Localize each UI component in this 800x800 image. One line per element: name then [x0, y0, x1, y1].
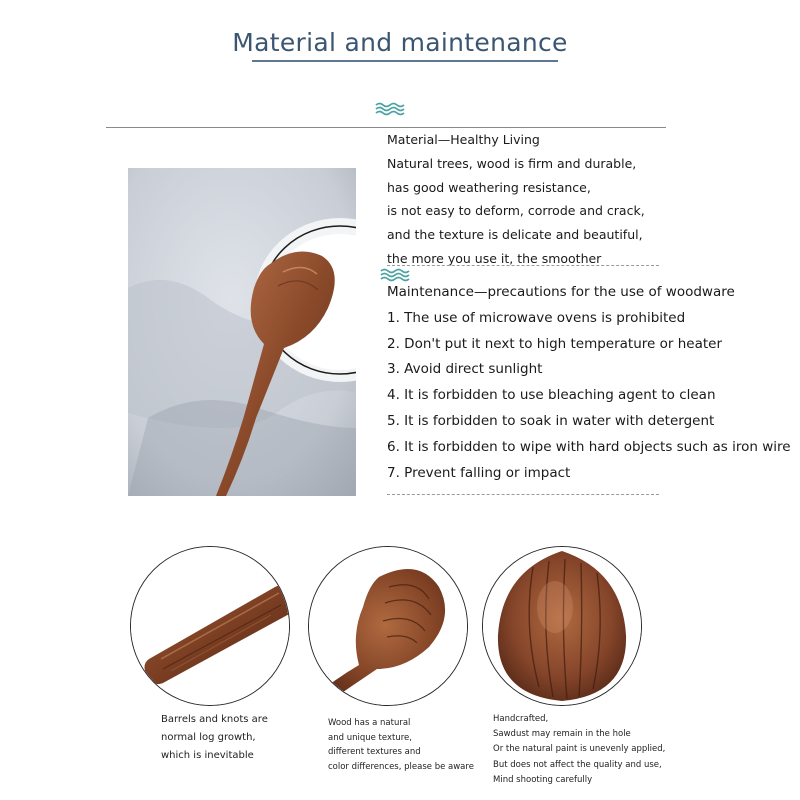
material-line: the more you use it, the smoother: [387, 250, 602, 266]
caption-line: color differences, please be aware: [328, 761, 474, 772]
maintenance-item: 1. The use of microwave ovens is prohibited: [387, 309, 686, 326]
material-line: Natural trees, wood is firm and durable,: [387, 155, 637, 171]
caption-line: Handcrafted,: [493, 714, 549, 724]
detail-texture-image: [308, 546, 468, 706]
maintenance-item: 6. It is forbidden to wipe with hard objects such as iron wire: [387, 438, 791, 455]
detail-caption-1: [161, 711, 268, 765]
maintenance-item: 2. Don't put it next to high temperature or heater: [387, 335, 723, 352]
detail-bowl-image: [482, 546, 642, 706]
detail-handle-image: [130, 546, 290, 706]
caption-line: But does not affect the quality and use,: [493, 759, 662, 770]
title-underline: [252, 60, 558, 62]
maintenance-item: 3. Avoid direct sunlight: [387, 361, 543, 378]
caption-line: and unique texture,: [328, 732, 412, 743]
maintenance-item: 7. Prevent falling or impact: [387, 464, 571, 481]
material-description: [387, 128, 687, 271]
material-heading: Material—Healthy Living: [387, 132, 540, 147]
caption-line: which is inevitable: [161, 750, 254, 761]
detail-caption-2: [328, 716, 474, 774]
caption-line: Barrels and knots are: [161, 714, 268, 725]
maintenance-heading: Maintenance—precautions for the use of woodware: [387, 284, 735, 300]
maintenance-list: [387, 280, 797, 486]
caption-line: Mind shooting carefully: [493, 774, 593, 785]
dashed-divider: [387, 494, 659, 495]
caption-line: normal log growth,: [161, 732, 256, 743]
caption-line: Wood has a natural: [328, 718, 411, 728]
caption-line: Sawdust may remain in the hole: [493, 729, 631, 740]
caption-line: Or the natural paint is unevenly applied,: [493, 744, 666, 755]
material-line: and the texture is delicate and beautiful,: [387, 227, 643, 243]
wave-icon: [375, 101, 407, 117]
product-photo: [128, 168, 356, 496]
page-title: Material and maintenance: [232, 28, 568, 57]
maintenance-item: 5. It is forbidden to soak in water with detergent: [387, 412, 715, 429]
detail-caption-3: [493, 712, 665, 788]
caption-line: different textures and: [328, 747, 421, 757]
dashed-divider: [387, 265, 659, 266]
material-line: has good weathering resistance,: [387, 179, 591, 195]
maintenance-item: 4. It is forbidden to use bleaching agent to clean: [387, 387, 716, 404]
material-line: is not easy to deform, corrode and crack,: [387, 203, 645, 219]
